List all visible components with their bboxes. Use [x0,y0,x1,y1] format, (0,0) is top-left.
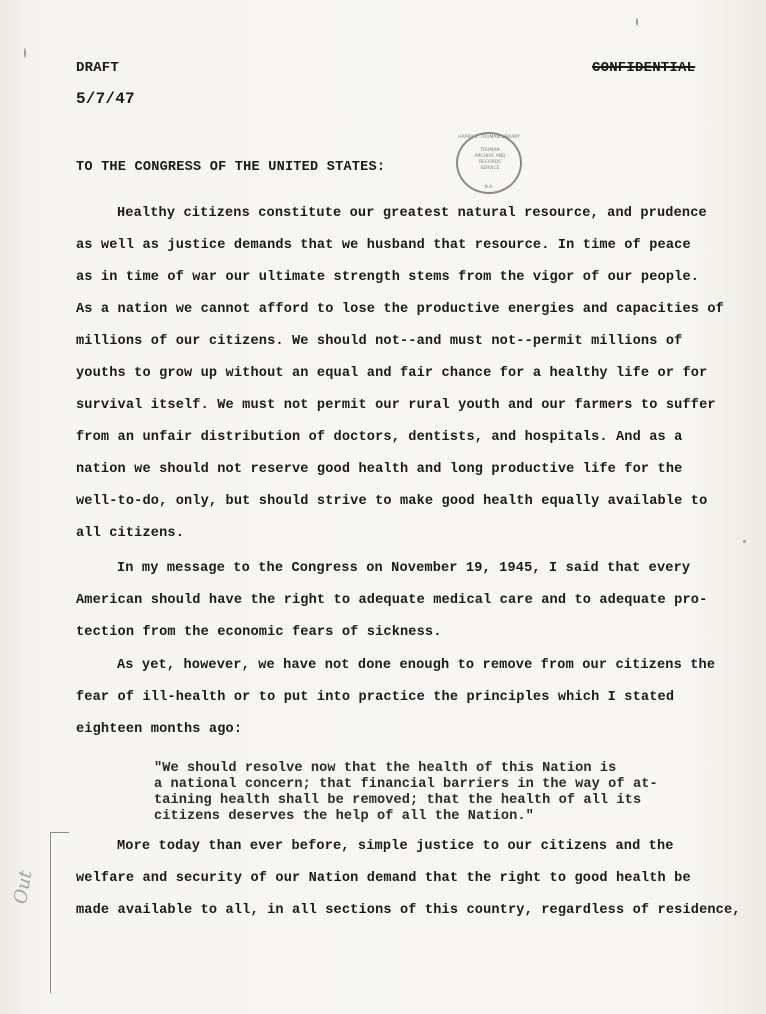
paragraph-2-line: American should have the right to adequate medical care and to adequate pro- [76,593,708,608]
draft-label: DRAFT [76,60,120,76]
paper-speck [24,48,26,58]
paragraph-2-line: tection from the economic fears of sickness. [76,625,442,640]
paragraph-1-line: Healthy citizens constitute our greatest natural resource, and prudence [117,206,707,221]
paragraph-1-line: As a nation we cannot afford to lose the productive energies and capacities of [76,302,724,317]
paper-speck [636,18,638,26]
quote-line: taining health shall be removed; that the health of all its [154,793,642,808]
paragraph-1-line: well-to-do, only, but should strive to make good health equally available to [76,494,708,509]
paragraph-3-line: As yet, however, we have not done enough to remove from our citizens the [117,658,716,673]
paragraph-4-line: More today than ever before, simple justice to our citizens and the [117,839,674,854]
paragraph-3-line: fear of ill-health or to put into practice the principles which I stated [76,690,675,705]
paragraph-1-line: as well as justice demands that we husband that resource. In time of peace [76,238,691,253]
handwritten-margin-note: Out [10,868,37,906]
paper-speck [743,540,746,543]
document-date: 5/7/47 [76,90,135,108]
library-stamp [456,132,522,194]
paragraph-4-line: made available to all, in all sections of this country, regardless of residence, [76,903,741,918]
classification-marking: CONFIDENTIAL [592,60,696,76]
quote-line: citizens deserves the help of all the Nation." [154,809,534,824]
stamp-center-text: TRUMAN ARCHIVE AND RECORDS SERVICE [474,148,506,171]
margin-bracket [50,832,69,993]
paragraph-1-line: all citizens. [76,526,184,541]
paragraph-1-line: survival itself. We must not permit our rural youth and our farmers to suffer [76,398,716,413]
quote-line: "We should resolve now that the health of this Nation is [154,761,617,776]
paragraph-2-line: In my message to the Congress on November 19, 1945, I said that every [117,561,691,576]
paragraph-3-line: eighteen months ago: [76,722,243,737]
stamp-bottom-text: N.A. [484,185,494,190]
stamp-ring-text: HARRY S. TRUMAN LIBRARY [458,135,520,140]
quote-line: a national concern; that financial barriers in the way of at- [154,777,658,792]
paragraph-1-line: nation we should not reserve good health and long productive life for the [76,462,683,477]
paragraph-1-line: from an unfair distribution of doctors, dentists, and hospitals. And as a [76,430,683,445]
salutation: TO THE CONGRESS OF THE UNITED STATES: [76,160,386,175]
paragraph-4-line: welfare and security of our Nation demand that the right to good health be [76,871,691,886]
paragraph-1-line: millions of our citizens. We should not--and must not--permit millions of [76,334,683,349]
paragraph-1-line: youths to grow up without an equal and fair chance for a healthy life or for [76,366,708,381]
paragraph-1-line: as in time of war our ultimate strength stems from the vigor of our people. [76,270,700,285]
